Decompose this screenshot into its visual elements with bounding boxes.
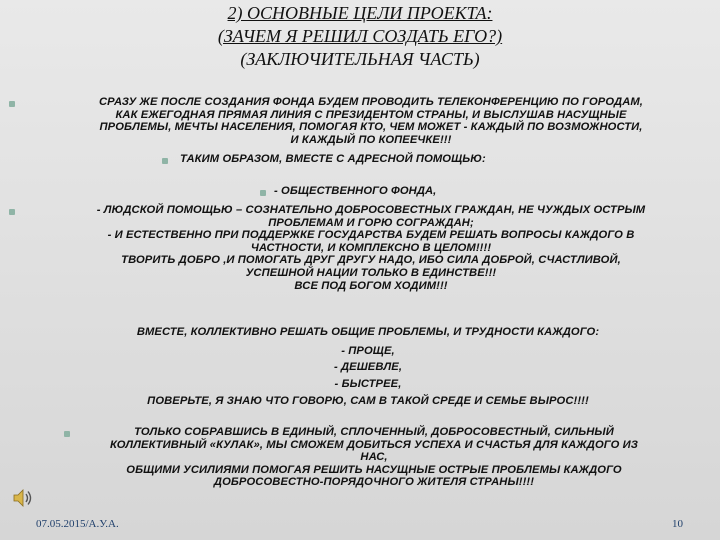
p5-line-3: НАС, [360, 451, 388, 464]
bullet-2 [162, 158, 168, 164]
p5-line-2: КОЛЛЕКТИВНЫЙ «КУЛАК», МЫ СМОЖЕМ ДОБИТЬСЯ УСПЕХА И СЧАСТЬЯ ДЛЯ КАЖДОГО ИЗ [109, 438, 639, 451]
title-line-2: (ЗАЧЕМ Я РЕШИЛ СОЗДАТЬ ЕГО?) [217, 26, 503, 46]
paragraph-5 [36, 426, 712, 489]
p5-line-5: ДОБРОСОВЕСТНО-ПОРЯДОЧНОГО ЖИТЕЛЯ СТРАНЫ!!!! [213, 476, 535, 489]
paragraph-3 [28, 204, 714, 292]
page-number: 10 [672, 518, 683, 530]
p1-line-2: КАК ЕЖЕГОДНАЯ ПРЯМАЯ ЛИНИЯ С ПРЕЗИДЕНТОМ СТРАНЫ, И ВЫСЛУШАВ НАСУЩНЫЕ [115, 108, 627, 121]
p4-line-4: - БЫСТРЕЕ, [334, 377, 402, 390]
speaker-icon[interactable] [12, 487, 34, 514]
paragraph-4 [28, 326, 708, 408]
p1-line-3: ПРОБЛЕМЫ, МЕЧТЫ НАСЕЛЕНИЯ, ПОМОГАЯ КТО, ЧЕМ МОЖЕТ - КАЖДЫЙ ПО ВОЗМОЖНОСТИ, [99, 121, 643, 134]
p4-line-5: ПОВЕРЬТЕ, Я ЗНАЮ ЧТО ГОВОРЮ, САМ В ТАКОЙ СРЕДЕ И СЕМЬЕ ВЫРОС!!!! [147, 395, 589, 408]
paragraph-1 [28, 96, 714, 146]
p3-line-4: ЧАСТНОСТИ, И КОМПЛЕКСНО В ЦЕЛОМ!!!! [250, 241, 492, 254]
p1-line-4: И КАЖДЫЙ ПО КОПЕЕЧКЕ!!! [290, 133, 452, 146]
title-line-1: 2) ОСНОВНЫЕ ЦЕЛИ ПРОЕКТА: [227, 3, 493, 23]
p3-line-5: ТВОРИТЬ ДОБРО ,И ПОМОГАТЬ ДРУГ ДРУГУ НАДО, ИБО СИЛА ДОБРОЙ, СЧАСТЛИВОЙ, [121, 254, 621, 267]
p4-line-1: ВМЕСТЕ, КОЛЛЕКТИВНО РЕШАТЬ ОБЩИЕ ПРОБЛЕМЫ, И ТРУДНОСТИ КАЖДОГО: [136, 326, 600, 338]
slide-title [0, 2, 720, 71]
p3-line-2: ПРОБЛЕМАМ И ГОРЮ СОГРАЖДАН; [268, 216, 474, 229]
p4-line-3: - ДЕШЕВЛЕ, [333, 361, 403, 374]
p3-line-3: - И ЕСТЕСТВЕННО ПРИ ПОДДЕРЖКЕ ГОСУДАРСТВА БУДЕМ РЕШАТЬ ВОПРОСЫ КАЖДОГО В [107, 229, 635, 242]
bullet-4 [9, 209, 15, 215]
bullet-1 [9, 101, 15, 107]
footer-date: 07.05.2015/А.У.А. [36, 518, 119, 530]
p5-line-4: ОБЩИМИ УСИЛИЯМИ ПОМОГАЯ РЕШИТЬ НАСУЩНЫЕ ОСТРЫЕ ПРОБЛЕМЫ КАЖДОГО [126, 463, 622, 476]
p1-line-5: ТАКИМ ОБРАЗОМ, ВМЕСТЕ С АДРЕСНОЙ ПОМОЩЬЮ: [180, 153, 486, 165]
p3-line-6: УСПЕШНОЙ НАЦИИ ТОЛЬКО В ЕДИНСТВЕ!!! [245, 266, 497, 279]
p3-line-1: - ЛЮДСКОЙ ПОМОЩЬЮ – СОЗНАТЕЛЬНО ДОБРОСОВЕСТНЫХ ГРАЖДАН, НЕ ЧУЖДЫХ ОСТРЫМ [96, 204, 646, 216]
p1-line-1: СРАЗУ ЖЕ ПОСЛЕ СОЗДАНИЯ ФОНДА БУДЕМ ПРОВОДИТЬ ТЕЛЕКОНФЕРЕНЦИЮ ПО ГОРОДАМ, [98, 96, 644, 108]
paragraph-2: - ОБЩЕСТВЕННОГО ФОНДА, [274, 185, 437, 197]
bullet-3 [260, 190, 266, 196]
title-line-3: (ЗАКЛЮЧИТЕЛЬНАЯ ЧАСТЬ) [240, 49, 480, 69]
p3-line-7: ВСЕ ПОД БОГОМ ХОДИМ!!! [294, 279, 448, 292]
p4-line-2: - ПРОЩЕ, [341, 344, 395, 357]
p5-line-1: ТОЛЬКО СОБРАВШИСЬ В ЕДИНЫЙ, СПЛОЧЕННЫЙ, ДОБРОСОВЕСТНЫЙ, СИЛЬНЫЙ [134, 426, 614, 438]
